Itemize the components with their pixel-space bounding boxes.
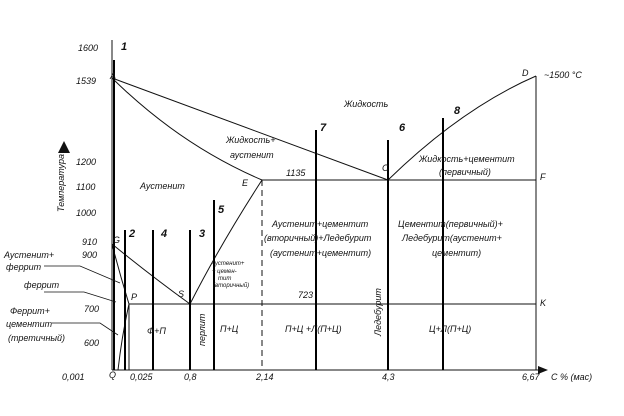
region-cem-ledeb-2: Ледебурит(аустенит+ [402,233,502,243]
tick-600: 600 [84,338,100,348]
region-cem-ledeb-1: Цементит(первичный)+ [398,219,503,229]
leader-ferrite [44,292,116,302]
point-A: A [110,71,117,81]
tick-1539: 1539 [76,76,97,86]
point-P: P [131,292,138,302]
region-liquid-austenite-1: Жидкость+ [226,135,276,145]
tick-910: 910 [82,237,98,247]
region-pearlite-cem: П+Ц [220,324,239,334]
liquidus-temp: ~1500 °C [544,70,582,80]
region-aust-cem-ledeb-3: (аустенит+цементит) [270,248,372,258]
alloy-number-3: 3 [199,228,206,240]
side-austenite-ferrite-2: феррит [6,262,42,272]
alloy-number-7: 7 [320,122,327,134]
tick-1200: 1200 [76,157,97,167]
region-liquid-cementite-2: (первичный) [439,167,491,177]
side-ferrite-cementite-3: (третичный) [8,333,66,343]
tick-0-8: 0,8 [184,372,197,382]
carbon-axis-label: С % (мас) [551,372,593,382]
tick-2-14: 2,14 [256,372,274,382]
tick-700: 700 [84,304,100,314]
liquidus-CD [388,76,536,180]
alloy-number-6: 6 [399,122,406,134]
eutectoid-temp: 723 [298,290,314,300]
region-ledeburite: Ледебурит [373,288,383,336]
temperature-axis-arrow [58,141,70,153]
region-cem-ledeb-3: цементит) [432,248,482,258]
tick-900: 900 [82,250,98,260]
tick-1000: 1000 [76,208,97,218]
point-F: F [540,172,546,182]
side-austenite-ferrite-1: Аустенит+ [4,250,55,260]
tick-1100: 1100 [76,182,96,192]
region-aust-cem-ledeb-2: (вторичный)+Ледебурит [264,233,372,243]
point-Q: Q [109,370,117,380]
region-liquid-austenite-2: аустенит [230,150,274,160]
alloy-number-2: 2 [129,228,136,240]
eutectic-temp: 1135 [286,168,306,178]
temperature-axis-label: Температура [56,153,66,212]
point-S: S [178,289,185,299]
region-austenite: Аустенит [140,181,185,191]
region-cem-ledeb-low: Ц+Л(П+Ц) [429,324,472,334]
alloy-number-8: 8 [454,105,461,117]
region-ferrite-pearlite: Ф+П [147,326,166,336]
alloy-number-5: 5 [218,204,225,216]
point-K: K [540,298,547,308]
solidus-AE [112,78,262,180]
alloy-number-1: 1 [121,41,128,53]
region-aust-cem-ledeb-1: Аустенит+цементит [272,219,369,229]
tick-1600: 1600 [78,43,99,53]
region-aust-cem-small-1: Аустенит+ [211,261,245,267]
side-ferrite: феррит [24,280,60,290]
region-aust-cem-small-3: тит [218,276,232,282]
region-pearlite-cem-ledeb: П+Ц +Л(П+Ц) [285,324,342,334]
region-liquid-cementite-1: Жидкость+цементит [419,154,515,164]
tick-0-025: 0,025 [130,372,153,382]
region-pearlite: перлит [197,313,207,346]
tick-6-67: 6,67 [522,372,540,382]
line-PQ [118,304,129,370]
point-D: D [522,68,529,78]
point-E: E [242,178,249,188]
alloy-number-4: 4 [161,228,168,240]
side-ferrite-cementite-2: цементит [6,319,53,329]
side-ferrite-cementite-1: Феррит+ [10,306,50,316]
region-aust-cem-small-4: (вторичный) [213,283,250,289]
region-aust-cem-small-2: + цемен- [212,269,237,275]
point-C: C [382,163,389,173]
tick-0-001: 0,001 [62,372,85,382]
tick-4-3: 4,3 [382,372,395,382]
liquidus-AC [112,78,388,180]
region-liquid: Жидкость [344,99,389,109]
point-G: G [113,235,121,245]
